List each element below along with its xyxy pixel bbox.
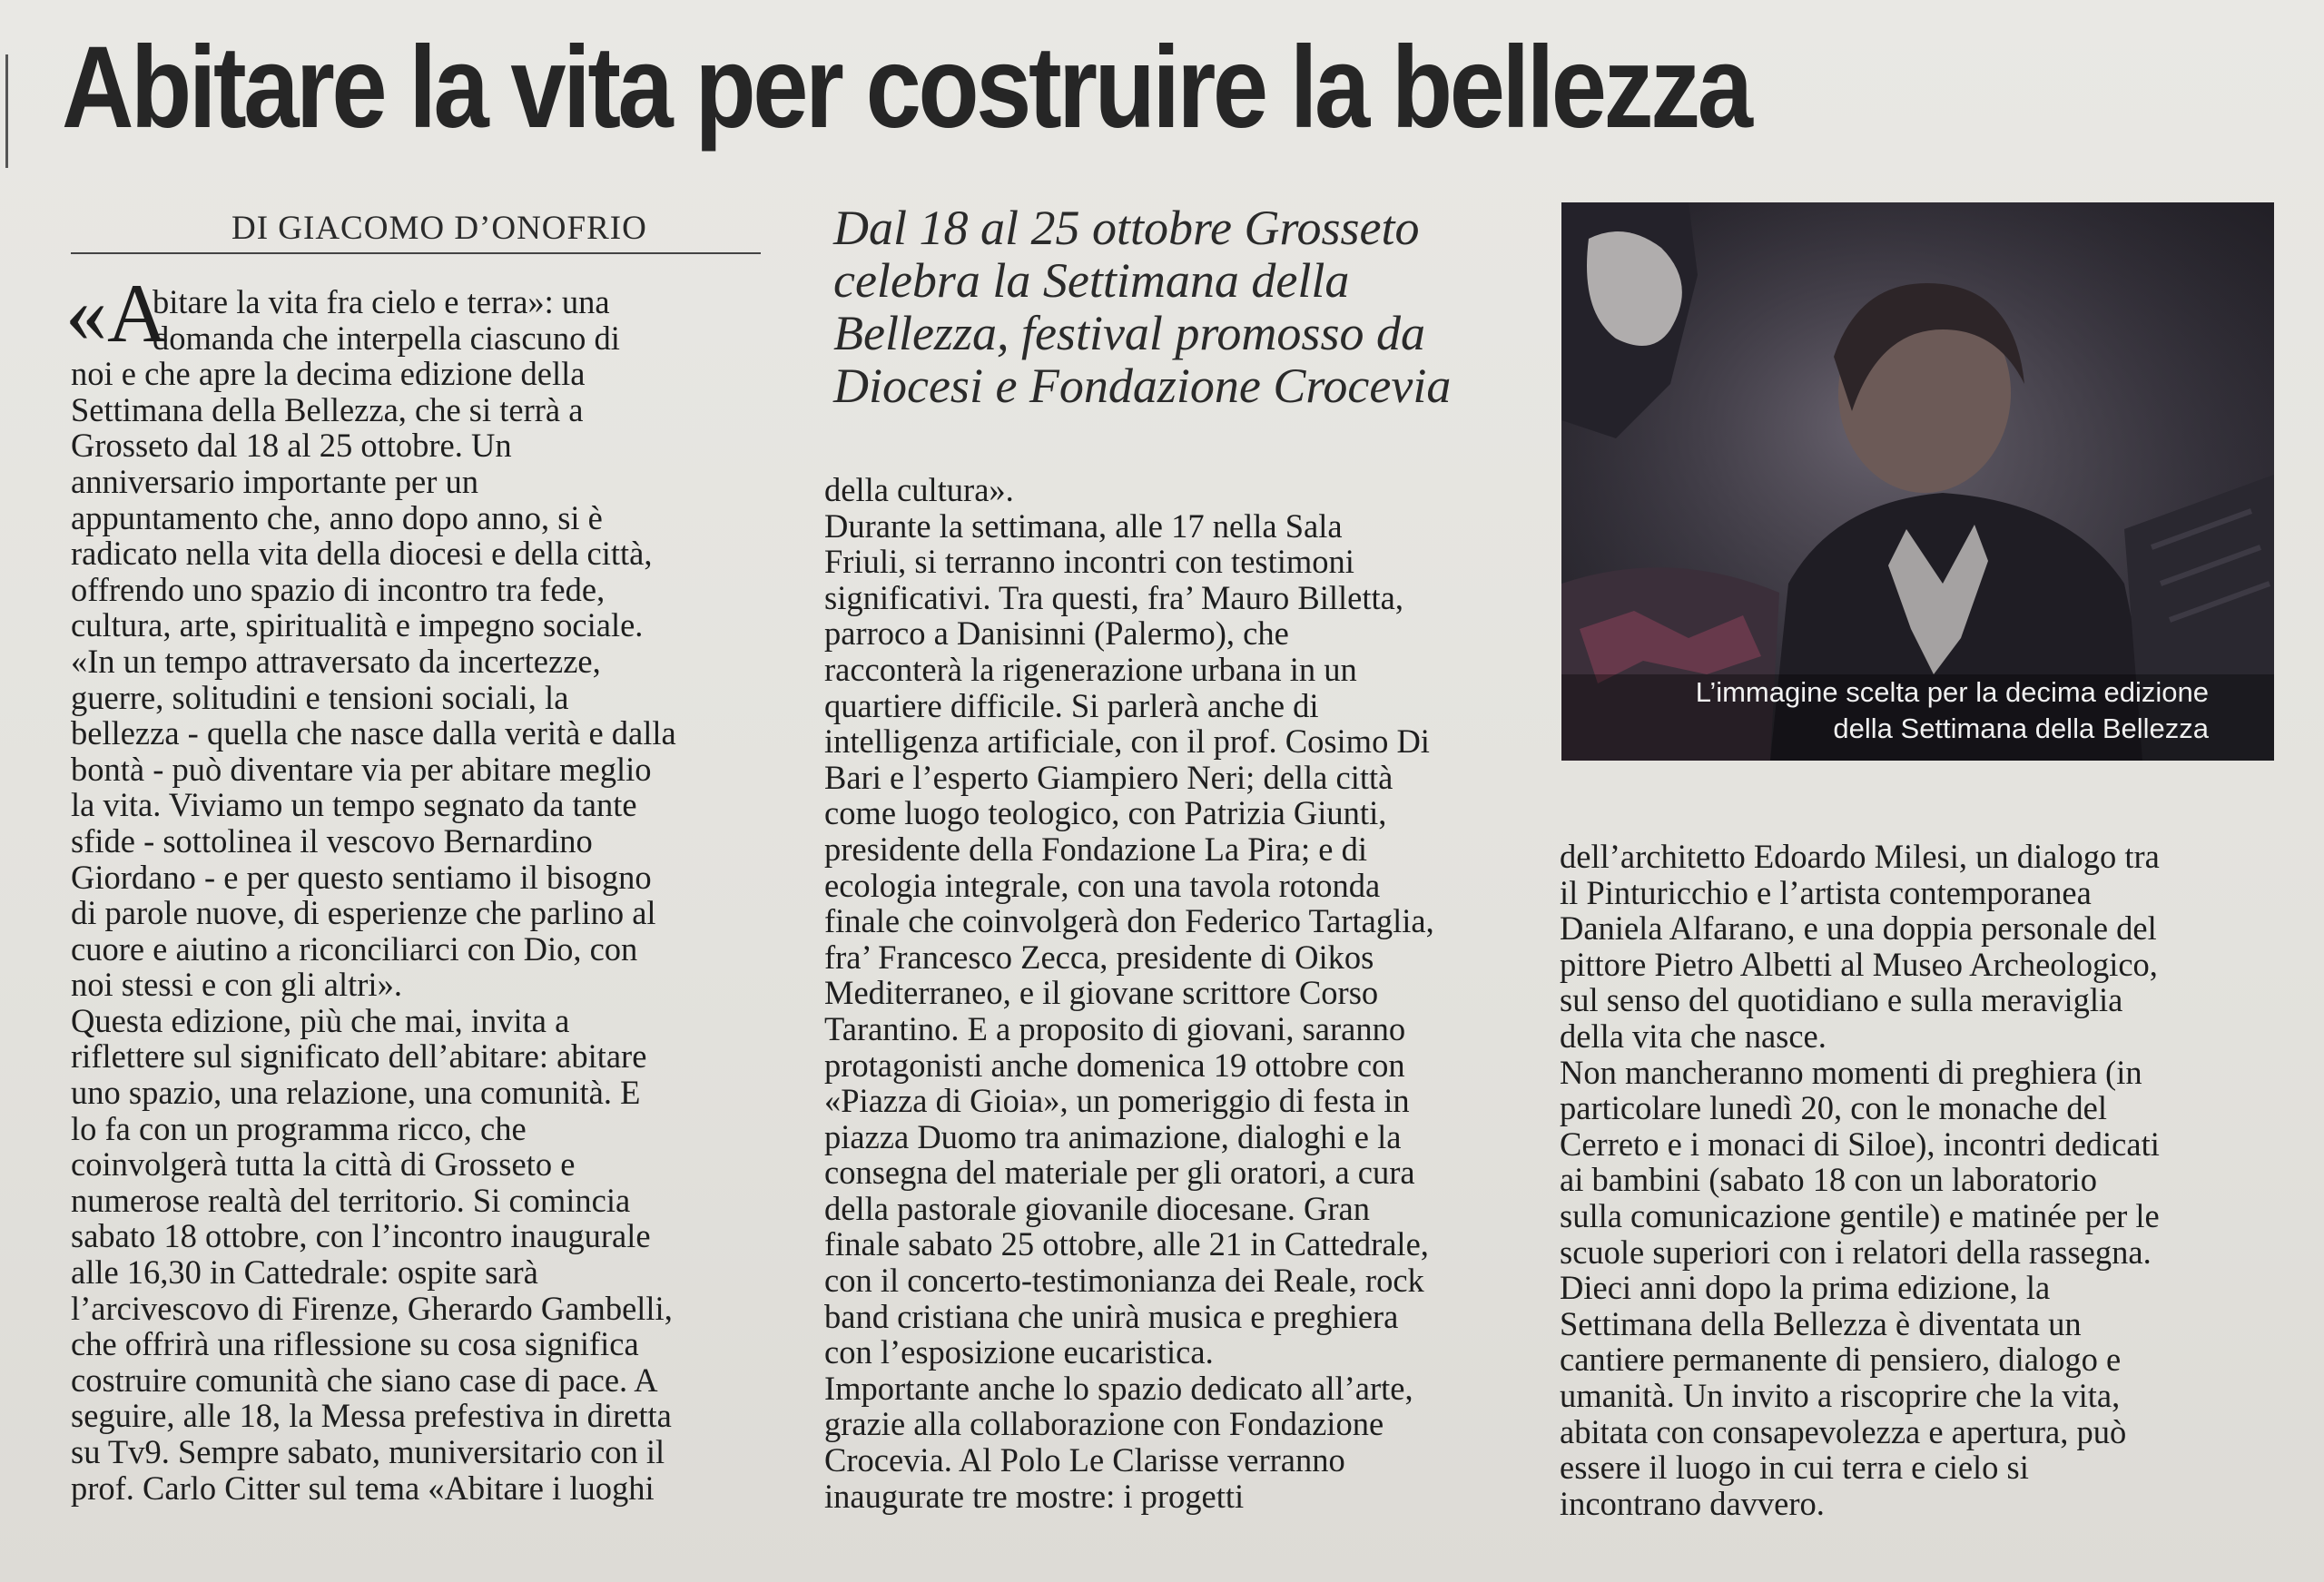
text-line: sfide - sottolinea il vescovo Bernardino: [71, 821, 593, 860]
text-line: Durante la settimana, alle 17 nella Sala: [824, 506, 1343, 545]
text-line: quartiere difficile. Si parlerà anche di: [824, 686, 1319, 724]
text-line: piazza Duomo tra animazione, dialoghi e la: [824, 1117, 1402, 1155]
text-line: consegna del materiale per gli oratori, a cura: [824, 1154, 1415, 1192]
text-line: Tarantino. E a proposito di giovani, saranno: [824, 1009, 1406, 1047]
text-line: Friuli, si terranno incontri con testimoni: [824, 543, 1354, 581]
text-line: «Piazza di Gioia», un pomeriggio di festa in: [824, 1082, 1410, 1120]
text-line: grazie alla collaborazione con Fondazione: [824, 1405, 1384, 1443]
text-line: della cultura».: [824, 471, 1014, 508]
byline-divider: [71, 252, 761, 254]
article-column-1: [71, 284, 770, 1506]
text-line: presidente della Fondazione La Pira; e di: [824, 830, 1367, 868]
text-line: sabato 18 ottobre, con l’incontro inaugurale: [71, 1217, 651, 1255]
text-line: coinvolgerà tutta la città di Grosseto e: [71, 1145, 576, 1184]
text-line: sulla comunicazione gentile) e matinée per le: [1560, 1196, 2160, 1234]
text-line: pittore Pietro Albetti al Museo Archeologico,: [1560, 945, 2158, 983]
text-line: celebra la Settimana della: [833, 253, 1350, 308]
text-line: seguire, alle 18, la Messa prefestiva in diretta: [71, 1397, 672, 1435]
pull-quote: [833, 201, 1523, 412]
byline: DI GIACOMO D’ONOFRIO: [231, 210, 647, 247]
left-edge-rule: [5, 54, 8, 168]
text-line: bontà - può diventare via per abitare meglio: [71, 750, 652, 788]
article-column-2: [824, 472, 1523, 1514]
text-line: numerose realtà del territorio. Si comincia: [71, 1181, 631, 1219]
text-line: della vita che nasce.: [1560, 1017, 1827, 1055]
text-line: racconterà la rigenerazione urbana in un: [824, 650, 1357, 688]
photo-caption: [1561, 674, 2209, 747]
text-line: significativi. Tra questi, fra’ Mauro Billetta,: [824, 578, 1403, 616]
text-line: guerre, solitudini e tensioni sociali, la: [71, 678, 569, 716]
article-photo: [1561, 202, 2274, 761]
text-line: protagonisti anche domenica 19 ottobre con: [824, 1046, 1405, 1084]
text-line: Settimana della Bellezza, che si terrà a: [71, 390, 584, 428]
article-column-3: [1560, 839, 2286, 1521]
text-line: che offrirà una riflessione su cosa significa: [71, 1325, 639, 1363]
text-line: appuntamento che, anno dopo anno, si è: [71, 498, 603, 536]
text-line: con l’esposizione eucaristica.: [824, 1333, 1214, 1371]
text-line: su Tv9. Sempre sabato, muniversitario con il: [71, 1433, 665, 1470]
text-line: costruire comunità che siano case di pace. A: [71, 1361, 658, 1399]
text-line: anniversario importante per un: [71, 462, 478, 500]
text-line: Settimana della Bellezza è diventata un: [1560, 1304, 2082, 1342]
text-line: radicato nella vita della diocesi e della città,: [71, 535, 653, 573]
text-line: Dal 18 al 25 ottobre Grosseto: [833, 201, 1420, 255]
text-line: Daniela Alfarano, e una doppia personale del: [1560, 909, 2157, 948]
text-line: scuole superiori con i relatori della rassegna.: [1560, 1233, 2152, 1271]
text-line: fra’ Francesco Zecca, presidente di Oikos: [824, 938, 1374, 976]
text-line: Bellezza, festival promosso da: [833, 306, 1425, 360]
text-line: finale sabato 25 ottobre, alle 21 in Cattedrale,: [824, 1225, 1429, 1263]
text-line: della pastorale giovanile diocesane. Gran: [824, 1189, 1370, 1227]
text-line: come luogo teologico, con Patrizia Giunti,: [824, 794, 1387, 832]
text-line: domanda che interpella ciascuno di: [153, 319, 620, 357]
text-line: parroco a Danisinni (Palermo), che: [824, 614, 1289, 653]
text-line: di parole nuove, di esperienze che parlino al: [71, 894, 656, 932]
text-line: Diocesi e Fondazione Crocevia: [833, 359, 1452, 413]
text-line: inaugurate tre mostre: i progetti: [824, 1477, 1245, 1515]
text-line: intelligenza artificiale, con il prof. Cosimo Di: [824, 722, 1430, 761]
text-line: offrendo uno spazio di incontro tra fede,: [71, 570, 606, 608]
text-line: Mediterraneo, e il giovane scrittore Corso: [824, 974, 1379, 1012]
text-line: lo fa con un programma ricco, che: [71, 1109, 527, 1147]
text-line: bitare la vita fra cielo e terra»: una: [153, 283, 610, 320]
text-line: Cerreto e i monaci di Siloe), incontri dedicati: [1560, 1125, 2160, 1163]
text-line: Importante anche lo spazio dedicato all’arte,: [824, 1369, 1413, 1407]
text-line: sul senso del quotidiano e sulla meraviglia: [1560, 981, 2123, 1019]
text-line: ecologia integrale, con una tavola rotonda: [824, 866, 1381, 904]
text-line: ai bambini (sabato 18 con un laboratorio: [1560, 1161, 2097, 1199]
text-line: umanità. Un invito a riscoprire che la vita,: [1560, 1376, 2121, 1414]
text-line: Giordano - e per questo sentiamo il bisogno: [71, 858, 652, 896]
text-line: uno spazio, una relazione, una comunità. E: [71, 1074, 641, 1112]
text-line: cantiere permanente di pensiero, dialogo e: [1560, 1341, 2122, 1379]
drop-cap: «A: [65, 267, 168, 359]
text-line: particolare lunedì 20, con le monache del: [1560, 1089, 2108, 1127]
text-line: con il concerto-testimonianza dei Reale, rock: [824, 1262, 1424, 1300]
headline: Abitare la vita per costruire la bellezza: [62, 23, 1750, 152]
text-line: bellezza - quella che nasce dalla verità e dalla: [71, 714, 676, 752]
text-line: della Settimana della Bellezza: [1833, 712, 2209, 744]
text-line: cuore e aiutino a riconciliarci con Dio, con: [71, 929, 638, 968]
text-line: noi e che apre la decima edizione della: [71, 355, 586, 393]
text-line: band cristiana che unirà musica e preghiera: [824, 1297, 1399, 1335]
text-line: riflettere sul significato dell’abitare: abitare: [71, 1037, 647, 1076]
text-line: Dieci anni dopo la prima edizione, la: [1560, 1269, 2051, 1307]
text-line: essere il luogo in cui terra e cielo si: [1560, 1449, 2029, 1487]
text-line: prof. Carlo Citter sul tema «Abitare i luoghi: [71, 1469, 655, 1507]
text-line: la vita. Viviamo un tempo segnato da tante: [71, 786, 637, 824]
text-line: L’immagine scelta per la decima edizione: [1695, 676, 2209, 708]
text-line: Bari e l’esperto Giampiero Neri; della città: [824, 758, 1393, 796]
text-line: l’arcivescovo di Firenze, Gherardo Gambelli,: [71, 1289, 673, 1327]
text-line: abitata con consapevolezza e apertura, può: [1560, 1412, 2127, 1450]
text-line: alle 16,30 in Cattedrale: ospite sarà: [71, 1253, 538, 1292]
text-line: finale che coinvolgerà don Federico Tartaglia,: [824, 902, 1434, 940]
text-line: noi stessi e con gli altri».: [71, 966, 402, 1004]
text-line: Crocevia. Al Polo Le Clarisse verranno: [824, 1441, 1345, 1479]
text-line: dell’architetto Edoardo Milesi, un dialogo tra: [1560, 838, 2160, 875]
text-line: «In un tempo attraversato da incertezze,: [71, 642, 601, 680]
text-line: Grosseto dal 18 al 25 ottobre. Un: [71, 427, 512, 465]
text-line: incontrano davvero.: [1560, 1484, 1825, 1522]
text-line: Non mancheranno momenti di preghiera (in: [1560, 1053, 2142, 1091]
text-line: il Pinturicchio e l’artista contemporanea: [1560, 873, 2092, 911]
text-line: Questa edizione, più che mai, invita a: [71, 1001, 570, 1039]
text-line: cultura, arte, spiritualità e impegno sociale.: [71, 606, 644, 644]
